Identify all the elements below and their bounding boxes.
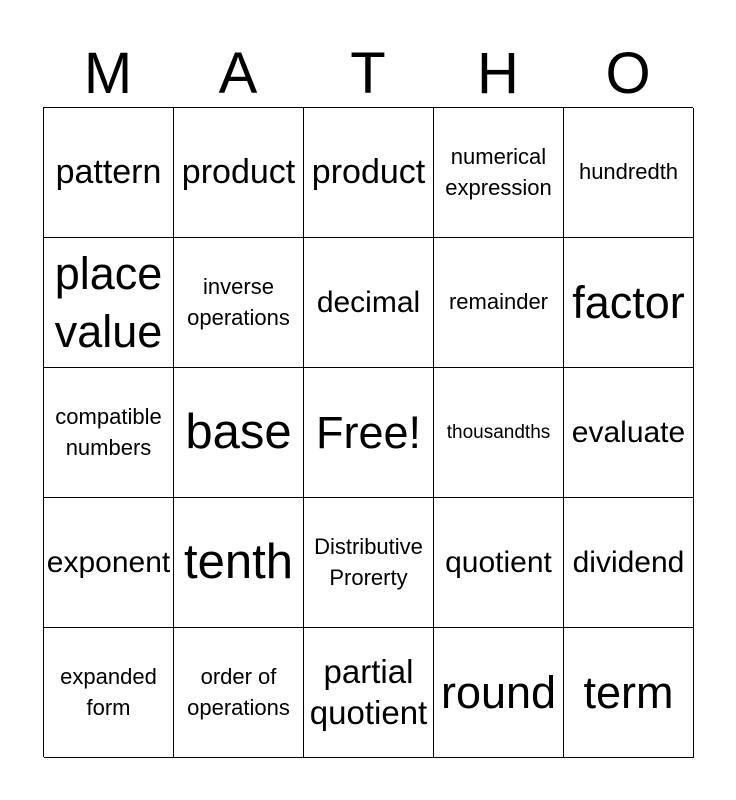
bingo-cell-r2c1[interactable]: place value (44, 238, 174, 368)
bingo-cell-r3c5[interactable]: evaluate (564, 368, 694, 498)
header-letter-m: M (83, 41, 133, 106)
bingo-cell-r1c4[interactable]: numerical expression (434, 108, 564, 238)
header-letter-o: O (605, 41, 651, 106)
bingo-cell-r2c2[interactable]: inverse operations (174, 238, 304, 368)
bingo-cell-r5c2[interactable]: order of operations (174, 628, 304, 758)
bingo-cell-r3c1[interactable]: compatible numbers (44, 368, 174, 498)
bingo-cell-r3c4[interactable]: thousandths (434, 368, 564, 498)
bingo-cell-r5c1[interactable]: expanded form (44, 628, 174, 758)
bingo-header (43, 40, 693, 108)
header-letter-a: A (218, 41, 258, 106)
bingo-cell-r2c5[interactable]: factor (564, 238, 694, 368)
bingo-cell-r1c3[interactable]: product (304, 108, 434, 238)
bingo-cell-r1c2[interactable]: product (174, 108, 304, 238)
bingo-cell-r4c2[interactable]: tenth (174, 498, 304, 628)
bingo-cell-r5c3[interactable]: partial quotient (304, 628, 434, 758)
header-letter-t: T (350, 41, 386, 106)
bingo-cell-r4c3[interactable]: Distributive Prorerty (304, 498, 434, 628)
bingo-cell-r4c4[interactable]: quotient (434, 498, 564, 628)
bingo-cell-r3c2[interactable]: base (174, 368, 304, 498)
bingo-cell-r4c1[interactable]: exponent (44, 498, 174, 628)
bingo-cell-r2c4[interactable]: remainder (434, 238, 564, 368)
bingo-cell-r4c5[interactable]: dividend (564, 498, 694, 628)
bingo-cell-r2c3[interactable]: decimal (304, 238, 434, 368)
bingo-board (43, 107, 693, 757)
header-letter-h: H (477, 41, 519, 106)
bingo-cell-r1c1[interactable]: pattern (44, 108, 174, 238)
bingo-cell-r3c3[interactable]: Free! (304, 368, 434, 498)
bingo-cell-r5c5[interactable]: term (564, 628, 694, 758)
bingo-cell-r1c5[interactable]: hundredth (564, 108, 694, 238)
bingo-cell-r5c4[interactable]: round (434, 628, 564, 758)
